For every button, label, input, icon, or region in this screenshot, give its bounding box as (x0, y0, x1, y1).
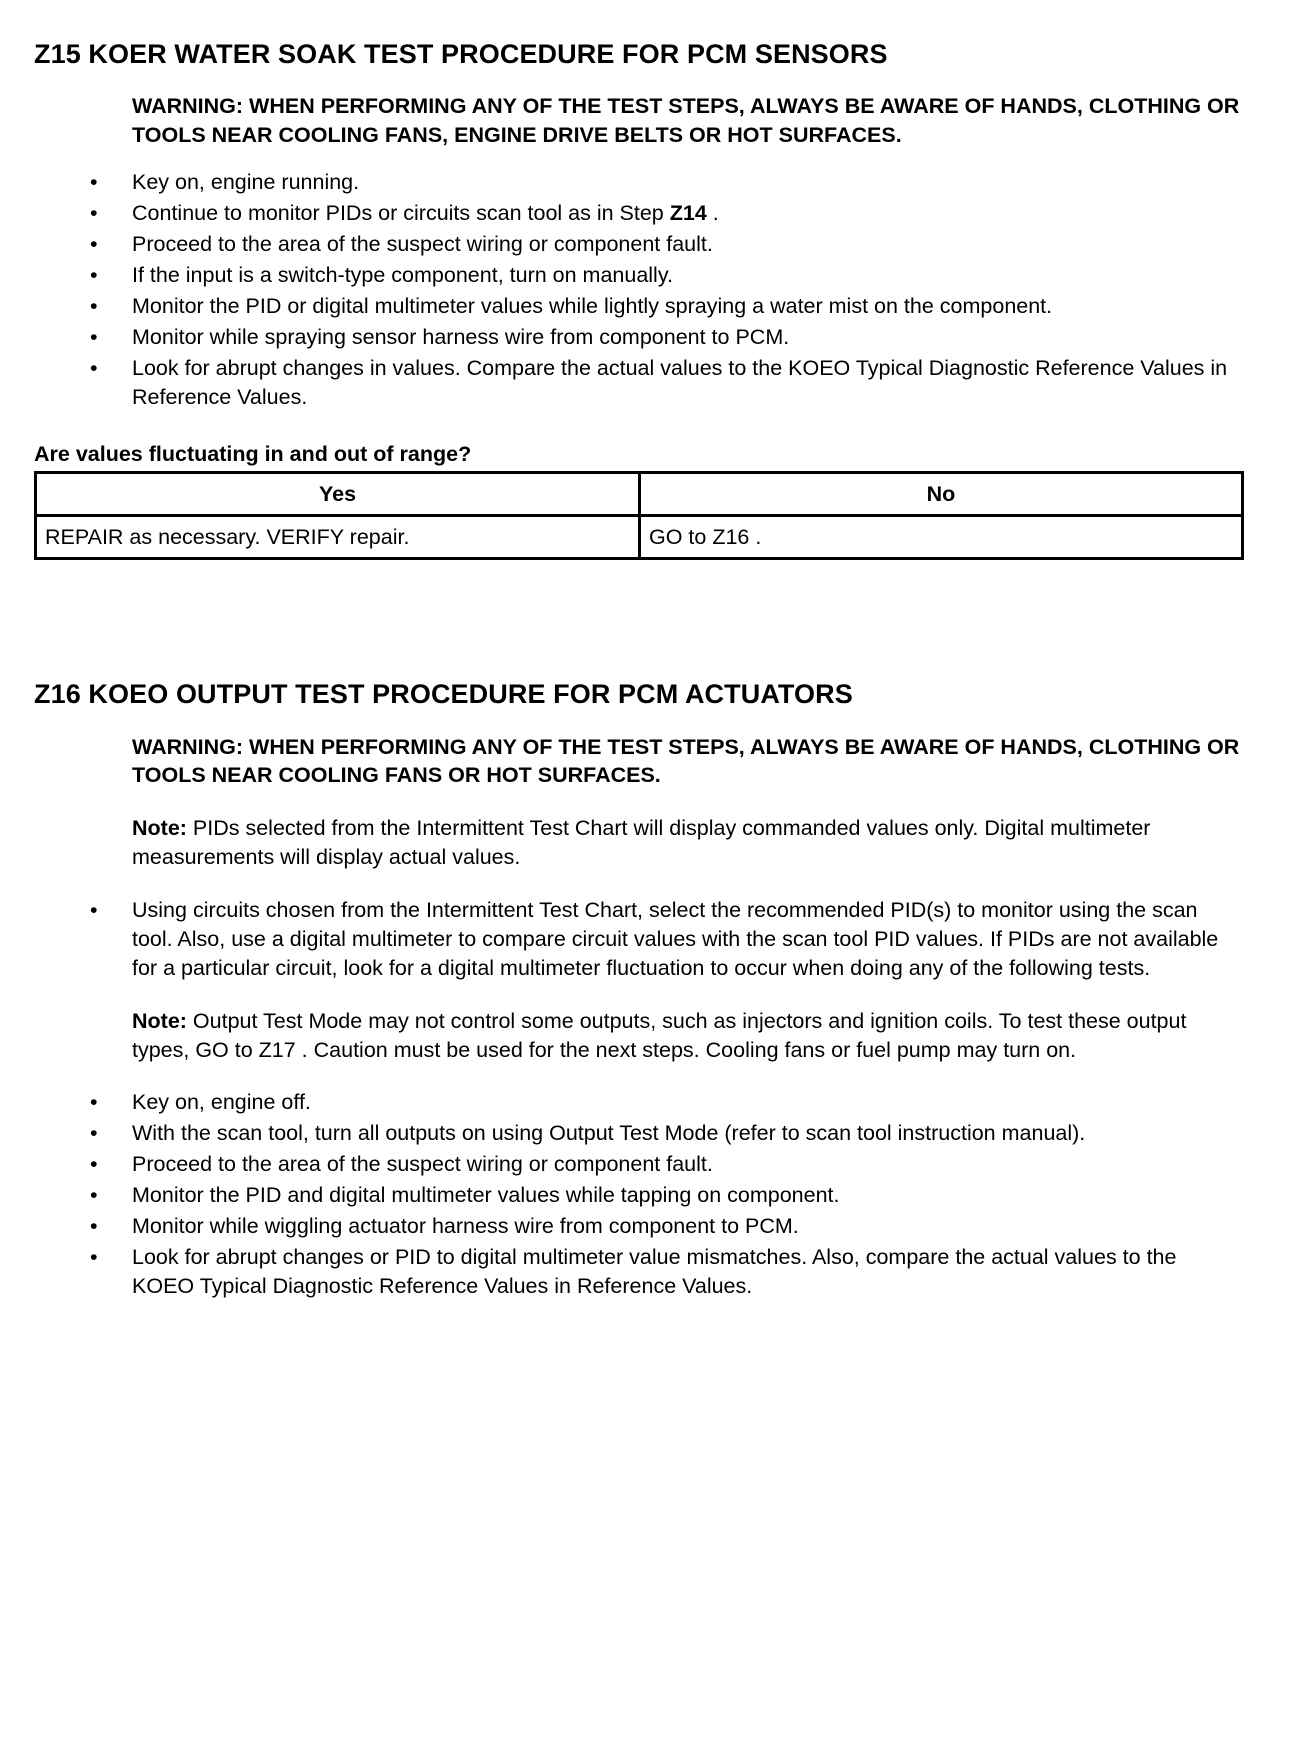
list-item-text: Monitor the PID or digital multimeter values while lightly spraying a water mist on the component. (132, 294, 1053, 319)
note-text: Output Test Mode may not control some outputs, such as injectors and ignition coils. To test these output types, GO to Z17 . Caution must be used for the next steps. Cooling fans or fuel pump may turn on. (132, 1008, 1187, 1062)
list-item (34, 230, 1278, 259)
bullet-icon: • (90, 325, 98, 350)
list-item (34, 292, 1278, 321)
z15-bullet-list (34, 168, 1278, 412)
bullet-icon: • (90, 897, 98, 922)
table-header-yes: Yes (36, 473, 640, 516)
list-item-text: Monitor the PID and digital multimeter values while tapping on component. (132, 1183, 840, 1208)
list-item-text: Using circuits chosen from the Intermittent Test Chart, select the recommended PID(s) to monitor using the scan tool. Also, use a digital multimeter to compare circuit values with the scan tool PID values. If PIDs are not available for a particular circuit, look for a digital multimeter fluctuation to occur when doing any of the following tests. (132, 897, 1219, 980)
z15-warning-block (132, 92, 1242, 150)
decision-table-z15 (34, 471, 1244, 560)
section-separator (34, 560, 1278, 668)
list-item-text: Key on, engine off. (132, 1090, 311, 1115)
section-title-z15: Z15 KOER WATER SOAK TEST PROCEDURE FOR PCM SENSORS (34, 39, 888, 69)
z16-bullet-list-top (34, 896, 1278, 983)
list-item (34, 1150, 1278, 1179)
list-item (34, 1181, 1278, 1210)
decision-question-z15: Are values fluctuating in and out of range? (34, 442, 472, 467)
list-item (34, 1212, 1278, 1241)
z16-bullet-list-bottom (34, 1088, 1278, 1301)
list-item-text: Look for abrupt changes or PID to digital multimeter value mismatches. Also, compare the actual values to the KOEO Typical Diagnostic Reference Values in Reference Values. (132, 1245, 1177, 1299)
list-item (34, 261, 1278, 290)
bullet-icon: • (90, 263, 98, 288)
warning-text-z16: WARNING: WHEN PERFORMING ANY OF THE TEST STEPS, ALWAYS BE AWARE OF HANDS, CLOTHING OR TOOLS NEAR COOLING FANS OR HOT SURFACES. (132, 734, 1240, 788)
note-label: Note: (132, 1008, 187, 1033)
list-item (34, 323, 1278, 352)
list-item-text: Monitor while spraying sensor harness wire from component to PCM. (132, 325, 790, 350)
z16-note2-block (132, 1007, 1242, 1065)
note-text: PIDs selected from the Intermittent Test Chart will display commanded values only. Digital multimeter measurements will display actual values. (132, 816, 1151, 869)
list-item (34, 896, 1278, 983)
bullet-icon: • (90, 232, 98, 257)
bullet-icon: • (90, 201, 98, 225)
list-item (34, 354, 1278, 412)
bullet-icon: • (90, 1090, 98, 1115)
bullet-icon: • (90, 1214, 98, 1239)
bullet-icon: • (90, 1245, 98, 1270)
section-title-z16: Z16 KOEO OUTPUT TEST PROCEDURE FOR PCM ACTUATORS (34, 679, 853, 710)
bullet-icon: • (90, 1183, 98, 1208)
bullet-icon: • (90, 356, 98, 381)
note-output-test-mode (132, 1007, 1242, 1065)
list-item (34, 199, 1278, 228)
list-item-text: Monitor while wiggling actuator harness wire from component to PCM. (132, 1214, 799, 1239)
list-item (34, 1088, 1278, 1117)
bullet-icon: • (90, 1121, 98, 1146)
table-row (36, 516, 1243, 559)
list-item (34, 168, 1278, 197)
list-item-text: Proceed to the area of the suspect wiring or component fault. (132, 1152, 713, 1177)
list-item-text: With the scan tool, turn all outputs on using Output Test Mode (refer to scan tool instruction manual). (132, 1121, 1086, 1146)
note-commanded-values (132, 814, 1242, 872)
warning-text-z15: WARNING: WHEN PERFORMING ANY OF THE TEST STEPS, ALWAYS BE AWARE OF HANDS, CLOTHING OR TOOLS NEAR COOLING FANS, ENGINE DRIVE BELTS OR HOT SURFACES. (132, 94, 1240, 148)
list-item-text: Look for abrupt changes in values. Compare the actual values to the KOEO Typical Diagnostic Reference Values in Reference Values. (132, 356, 1228, 410)
table-cell-yes-action: REPAIR as necessary. VERIFY repair. (36, 516, 640, 559)
bullet-icon: • (90, 1152, 98, 1177)
table-header-row (36, 473, 1243, 516)
note-label: Note: (132, 816, 187, 841)
table-header-no: No (640, 473, 1243, 516)
list-item-text: Key on, engine running. (132, 169, 360, 194)
list-item-text: Continue to monitor PIDs or circuits scan tool as in Step Z14 . (132, 201, 719, 225)
table-cell-no-action: GO to Z16 . (640, 516, 1243, 559)
z16-intro-block (132, 733, 1242, 872)
list-item-text: If the input is a switch-type component, turn on manually. (132, 263, 673, 288)
list-item (34, 1243, 1278, 1301)
bullet-icon: • (90, 294, 98, 319)
list-item (34, 1119, 1278, 1148)
bullet-icon: • (90, 169, 98, 194)
list-item-text: Proceed to the area of the suspect wiring or component fault. (132, 232, 713, 257)
